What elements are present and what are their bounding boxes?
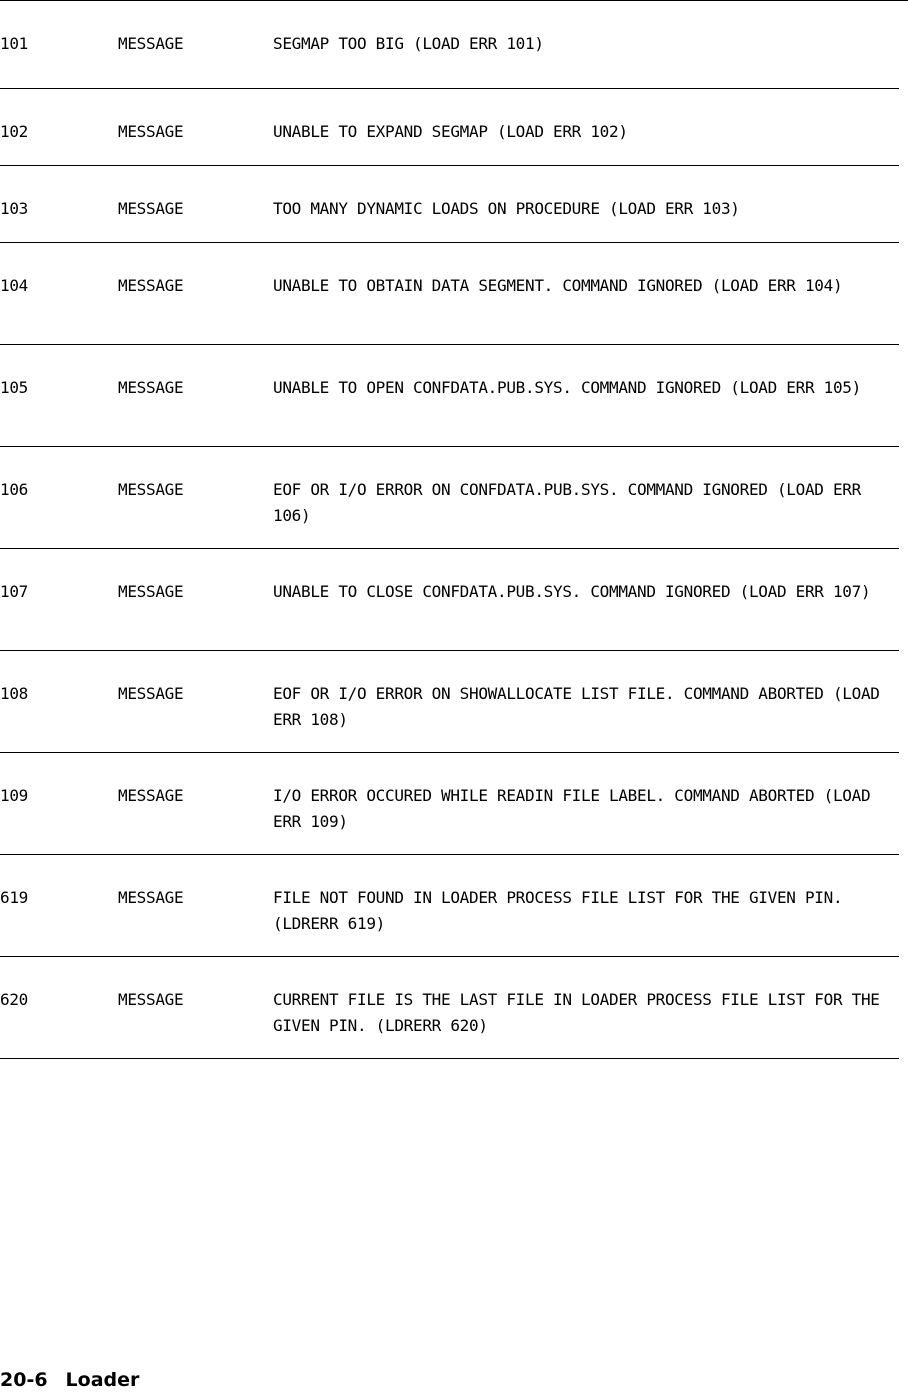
message-number: 107 [0,582,28,601]
message-type: MESSAGE [118,34,184,53]
message-type: MESSAGE [118,582,184,601]
message-type: MESSAGE [118,276,184,295]
message-type: MESSAGE [118,684,184,703]
message-text: CURRENT FILE IS THE LAST FILE IN LOADER PROCESS FILE LIST FOR THE GIVEN PIN. (LDRERR 620) [273,990,880,1035]
table-row [0,855,899,957]
message-type: MESSAGE [118,786,184,805]
table-row [0,1,899,89]
table-row [0,651,899,753]
message-number: 619 [0,888,28,907]
message-number: 103 [0,199,28,218]
message-text: TOO MANY DYNAMIC LOADS ON PROCEDURE (LOAD ERR 103) [273,199,740,218]
page-footer [0,1368,139,1392]
message-text: EOF OR I/O ERROR ON CONFDATA.PUB.SYS. COMMAND IGNORED (LOAD ERR 106) [273,480,861,525]
message-number: 105 [0,378,28,397]
message-number: 620 [0,990,28,1009]
message-number: 109 [0,786,28,805]
table-row [0,166,899,243]
message-number: 104 [0,276,28,295]
message-text: SEGMAP TOO BIG (LOAD ERR 101) [273,34,544,53]
table-row [0,753,899,855]
section-title: Loader [65,1369,140,1391]
message-type: MESSAGE [118,199,184,218]
message-number: 106 [0,480,28,499]
message-text: FILE NOT FOUND IN LOADER PROCESS FILE LIST FOR THE GIVEN PIN. (LDRERR 619) [273,888,843,933]
message-text: UNABLE TO OPEN CONFDATA.PUB.SYS. COMMAND IGNORED (LOAD ERR 105) [273,378,861,397]
message-type: MESSAGE [118,378,184,397]
table-row [0,345,899,447]
message-number: 102 [0,122,28,141]
message-type: MESSAGE [118,888,184,907]
page-number: 20-6 [0,1369,48,1391]
table-row [0,957,899,1059]
message-text: UNABLE TO CLOSE CONFDATA.PUB.SYS. COMMAND IGNORED (LOAD ERR 107) [273,582,871,601]
message-text: EOF OR I/O ERROR ON SHOWALLOCATE LIST FILE. COMMAND ABORTED (LOAD ERR 108) [273,684,880,729]
message-text: UNABLE TO EXPAND SEGMAP (LOAD ERR 102) [273,122,628,141]
message-number: 101 [0,34,28,53]
table-row [0,89,899,166]
message-text: UNABLE TO OBTAIN DATA SEGMENT. COMMAND IGNORED (LOAD ERR 104) [273,276,843,295]
table-row [0,447,899,549]
message-type: MESSAGE [118,990,184,1009]
message-number: 108 [0,684,28,703]
table-row [0,549,899,651]
message-type: MESSAGE [118,480,184,499]
message-type: MESSAGE [118,122,184,141]
message-table [0,1,908,1059]
message-text: I/O ERROR OCCURED WHILE READIN FILE LABEL. COMMAND ABORTED (LOAD ERR 109) [273,786,871,831]
table-row [0,243,899,345]
